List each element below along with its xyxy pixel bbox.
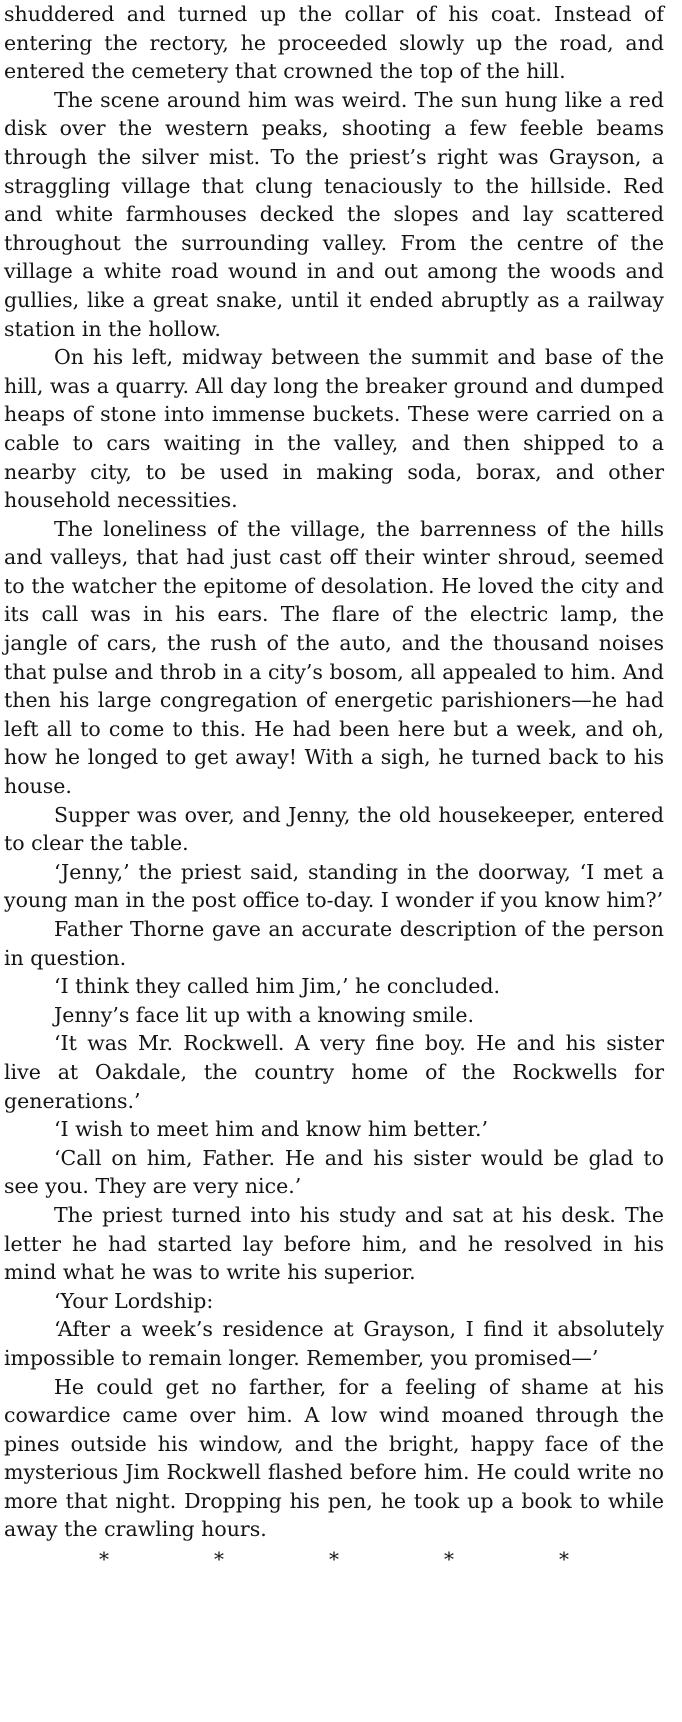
- paragraph: The priest turned into his study and sat at his desk. The letter he had started lay before him, and he resolved in his mind what he was to write his superior.: [4, 1202, 664, 1285]
- paragraph: Father Thorne gave an accurate description of the person in question.: [4, 917, 664, 970]
- paragraph: The loneliness of the village, the barrenness of the hills and valleys, that had just cast off their winter shroud, seemed to the watcher the epitome of desolation. He loved the city and its call was in his ears. The flare of the electric lamp, the jangle of cars, the rush of the auto, and the thousand noises that pulse and throb in a city’s bosom, all appealed to him. And then his large congregation of energetic parishioners—he had left all to come to this. He had been here but a week, and oh, how he longed to get away! With a sigh, he turned back to his house.: [4, 516, 664, 799]
- paragraph: Jenny’s face lit up with a knowing smile.: [54, 1002, 474, 1027]
- paragraph: ‘Your Lordship:: [54, 1288, 214, 1313]
- section-separator: [99, 1548, 569, 1570]
- paragraph: ‘After a week’s residence at Grayson, I find it absolutely impossible to remain longer. Remember, you promised—’: [4, 1317, 664, 1370]
- paragraph: ‘Jenny,’ the priest said, standing in the doorway, ‘I met a young man in the post office to-day. I wonder if you know him?’: [4, 859, 664, 913]
- paragraph: ‘I wish to meet him and know him better.’: [54, 1117, 488, 1142]
- paragraph: ‘It was Mr. Rockwell. A very fine boy. He and his sister live at Oakdale, the country home of the Rockwells for generations.’: [4, 1031, 664, 1113]
- separator-star: *: [214, 1547, 224, 1572]
- paragraph: ‘I think they called him Jim,’ he concluded.: [54, 974, 501, 999]
- separator-star: *: [559, 1547, 569, 1572]
- separator-star: *: [99, 1547, 109, 1572]
- paragraph: On his left, midway between the summit and base of the hill, was a quarry. All day long the breaker ground and dumped heaps of stone into immense buckets. These were carried on a cable to cars waiting in the valley, and then shipped to a nearby city, to be used in making soda, borax, and other household necessities.: [4, 345, 664, 513]
- paragraph: Supper was over, and Jenny, the old housekeeper, entered to clear the table.: [4, 802, 664, 856]
- separator-star: *: [444, 1547, 454, 1572]
- paragraph: shuddered and turned up the collar of his coat. Instead of entering the rectory, he proceeded slowly up the road, and entered the cemetery that crowned the top of the hill.: [4, 2, 664, 84]
- separator-star: *: [329, 1547, 339, 1572]
- paragraph: He could get no farther, for a feeling of shame at his cowardice came over him. A low wind moaned through the pines outside his window, and the bright, happy face of the mysterious Jim Rockwell flashed before him. He could write no more that night. Dropping his pen, he took up a book to while away the crawling hours.: [4, 1374, 664, 1542]
- paragraph: The scene around him was weird. The sun hung like a red disk over the western peaks, shooting a few feeble beams through the silver mist. To the priest’s right was Grayson, a straggling village that clung tenaciously to the hillside. Red and white farmhouses decked the slopes and lay scattered throughout the surrounding valley. From the centre of the village a white road wound in and out among the woods and gullies, like a great snake, until it ended abruptly as a railway station in the hollow.: [4, 87, 664, 341]
- paragraph: ‘Call on him, Father. He and his sister would be glad to see you. They are very nice.’: [4, 1145, 664, 1199]
